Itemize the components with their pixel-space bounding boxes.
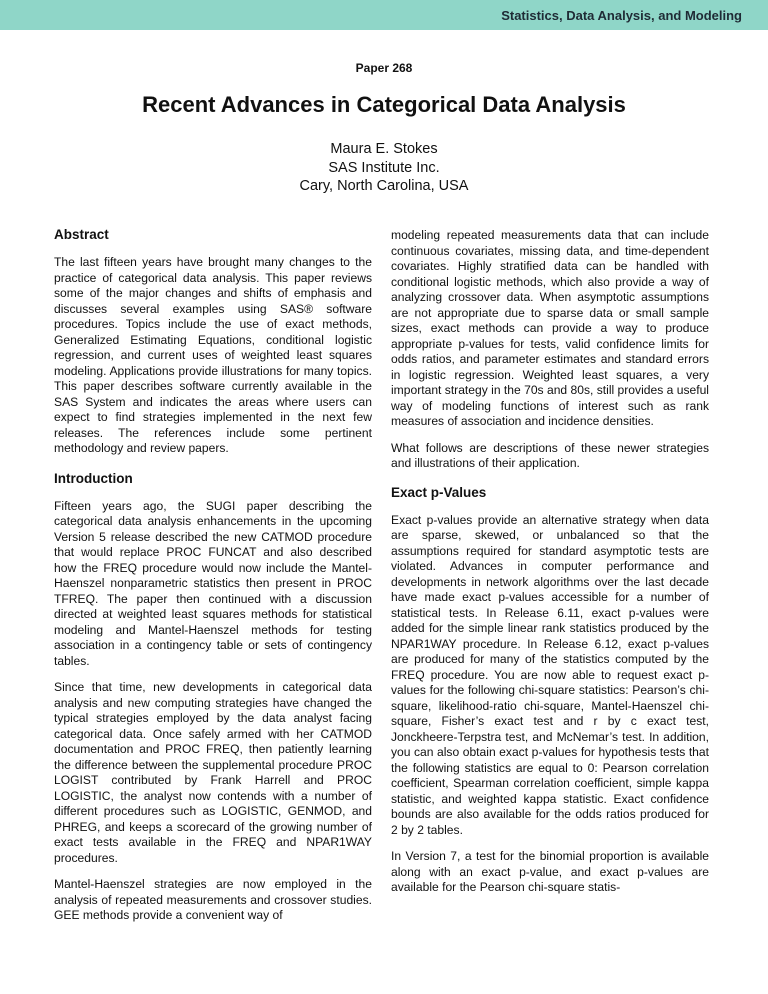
introduction-paragraph: Mantel-Haenszel strategies are now employed in the analysis of repeated measurements and crossover studies. GEE methods provide a convenient way of (54, 877, 372, 922)
header-bar (0, 0, 768, 30)
right-column (391, 226, 709, 907)
introduction-paragraph: Since that time, new developments in categorical data analysis and new computing strategies have changed the typical strategies employed by the data analyst facing categorical data. Once safely armed with her CATMOD documentation and PROC FREQ, then patiently learning the difference between the supplemental procedure PROC LOGIST contributed by Frank Harrell and PROC LOGISTIC, the analyst now contends with a number of different procedures such as LOGISTIC, GENMOD, and PHREG, and keeps a scorecard of the growing number of exact tests available in the FREQ and NPAR1WAY procedures. (54, 680, 372, 865)
paper-title: Recent Advances in Categorical Data Analysis (142, 92, 626, 117)
intro-continued-paragraph: modeling repeated measurements data that can include continuous covariates, missing data, and time-dependent covariates. Highly stratified data can be handled with conditional logistic methods, which also provide a way of analyzing crossover data. When asymptotic assumptions are not appropriate due to sparse data or small sample sizes, exact methods can provide a way to produce appropriate p-values for tests, valid confidence limits for odds ratios, and parameter estimates and standard errors in logistic regression. Weighted least squares, a very important strategy in the 70s and 80s, still provides a useful way of modeling functions of interest such as rank measures of association and incidence densities. (391, 228, 709, 428)
author-location: Cary, North Carolina, USA (299, 178, 469, 194)
author-block (0, 140, 768, 196)
conference-section-title: Statistics, Data Analysis, and Modeling (501, 8, 742, 23)
paper-number: Paper 268 (355, 61, 413, 75)
introduction-paragraph: Fifteen years ago, the SUGI paper describing the categorical data analysis enhancements in the upcoming Version 5 release described the new CATMOD procedure that would replace PROC FUNCAT and also described how the FREQ procedure would now include the Mantel-Haenszel nonparametric statistics then present in PROC TFREQ. The paper then continued with a discussion directed at weighted least squares methods for statistical modeling and Mantel-Haenszel methods for testing association in a contingency table or sets of contingency tables. (54, 498, 372, 668)
intro-continued-paragraph: What follows are descriptions of these newer strategies and illustrations of their application. (391, 440, 709, 470)
author-affiliation: SAS Institute Inc. (328, 159, 440, 176)
abstract-heading: Abstract (54, 227, 109, 242)
author-name: Maura E. Stokes (330, 141, 438, 157)
exact-pvalues-paragraph: In Version 7, a test for the binomial proportion is available along with an exact p-value, and exact p-values are available for the Pearson chi-square statis- (391, 849, 709, 894)
abstract-paragraph: The last fifteen years have brought many changes to the practice of categorical data analysis. This paper reviews some of the major changes and shifts of emphasis and discusses several examples using SAS® software procedures. Topics include the use of exact methods, Generalized Estimating Equations, conditional logistic regression, and current uses of weighted least squares modeling. Applications provide illustrations for many topics. This paper describes software currently available in the SAS System and indicates the areas where users can expect to find strategies implemented in the next few releases. The references include some pertinent methodology and review papers. (54, 255, 372, 455)
exact-pvalues-heading: Exact p-Values (391, 484, 487, 500)
introduction-heading: Introduction (54, 470, 133, 486)
left-column (54, 226, 372, 935)
exact-pvalues-paragraph: Exact p-values provide an alternative strategy when data are sparse, skewed, or unbalanced so that the assumptions required for standard asymptotic tests are violated. Advances in computer performance and developments in network algorithms over the last decade have made exact p-values accessible for a number of statistical tests. In Release 6.11, exact p-values were added for the simple linear rank statistics produced by the NPAR1WAY procedure. In Release 6.12, exact p-values are produced for many of the statistics computed by the FREQ procedure. You are now able to request exact p-values for the following chi-square statistics: Pearson’s chi-square, likelihood-ratio chi-square, Mantel-Haenszel chi-square, Fisher’s exact test and r by c exact test, Jonckheere-Terpstra test, and McNemar’s test. In addition, you can also obtain exact p-values for hypothesis tests that the following statistics are equal to 0: Pearson correlation coefficient, Spearman correlation coefficient, simple kappa statistic, and weighted kappa statistic. Exact confidence bounds are also available for the odds ratios produced for 2 by 2 tables. (391, 512, 709, 837)
